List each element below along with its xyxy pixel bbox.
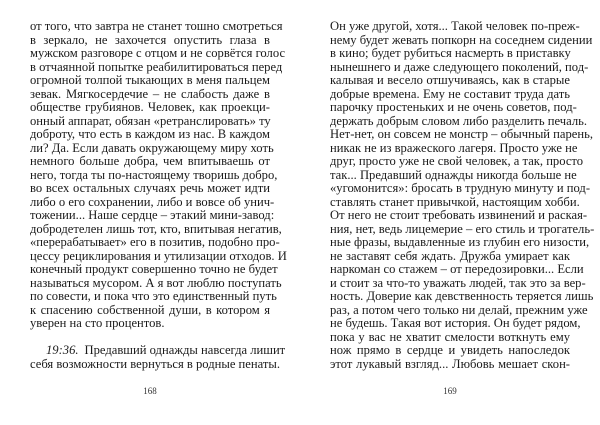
text-line: огромной толпой тыкающих в меня пальцем	[30, 73, 270, 87]
text-line: добрые времена. Ему не составит труда дать	[330, 86, 570, 101]
entry-text: Предавший однажды навсегда лишит	[84, 343, 286, 357]
text-line: мужском разговоре с отцом и не сорвётся голос	[30, 46, 286, 60]
text-line: держать добрым словом либо разделить печаль.	[330, 113, 588, 128]
text-line: либо о его сохранении, либо и вовсе об унич-	[30, 194, 275, 209]
text-line: никак не из вражеского лагеря. Просто уже не	[330, 140, 578, 155]
text-line: уверен на сто процентов.	[30, 316, 165, 330]
text-line: ность. Доверие как девственность теряется лишь	[330, 289, 594, 303]
text-line: зевак. Мягкосердечие – не слабость даже в	[30, 86, 270, 101]
text-line: пока у вас не хватит смелости воткнуть ему	[330, 329, 570, 344]
entry-first-line	[30, 343, 286, 358]
text-line: Он уже другой, хотя... Такой человек по-преж-	[330, 19, 580, 33]
text-line: наркоман со стажем – от передозировки... Если	[330, 262, 584, 276]
text-line: ставлять станет привычкой, настоящим хобби.	[330, 194, 580, 209]
text-line: в кино; будет рубиться насмерть в приставку	[330, 46, 571, 60]
text-line: конечный продукт совершенно точно не будет	[30, 262, 278, 276]
text-line: раз, а потом чего только ни делай, прежним уже	[330, 302, 588, 317]
text-line: «перерабатывает» его в позитив, подобно про-	[30, 235, 280, 249]
text-line: «угомонится»: бросать в трудную минуту и под-	[330, 181, 591, 195]
text-line: онный аппарат, обязан «ретранслировать» ту	[30, 113, 271, 128]
text-line: парочку простеньких и не очень советов, под-	[330, 100, 577, 114]
right-page	[330, 19, 595, 371]
text-line: ли? Да. Если давать окружающему миру хоть	[30, 140, 274, 155]
text-line: него, тогда ты по-настоящему творишь добро,	[30, 167, 278, 182]
text-line: по совести, и пока что это единственный путь	[30, 289, 277, 303]
entry-timestamp: 19:36.	[46, 343, 79, 357]
text-line: нынешнего и даже следующего поколений, под-	[330, 59, 589, 74]
text-line: обществе грубиянов. Человек, как проекци-	[30, 100, 270, 114]
text-line: во всех остальных случаях речь может идти	[30, 181, 270, 195]
text-line: и стоит за что-то уважать людей, так это за вер-	[330, 275, 586, 290]
text-line: ные фразы, выдавленные из глубин его низости,	[330, 235, 590, 249]
page-number-left: 168	[143, 386, 157, 396]
text-line: не заставят себя ждать. Дружба умирает как	[330, 248, 570, 263]
text-line: так... Предавший однажды никогда больше не	[330, 167, 577, 182]
text-line: ния, нет, ведь лицемерие – его стиль и трогатель-	[330, 221, 595, 236]
text-line: в зеркало, не захочется опустить глаза в	[30, 32, 270, 47]
text-line: цессу рециклирования и утилизации отходов. И	[30, 248, 287, 263]
text-line: доброту, что есть в каждом из нас. В каждом	[30, 127, 270, 141]
text-line: к спасению собственной души, в котором я	[30, 302, 270, 317]
text-line: друг, просто уже не свой человек, а так, просто	[330, 154, 584, 168]
text-line: в отчаянной попытке реабилитироваться перед	[30, 59, 283, 74]
text-line: нож прямо в сердце и увидеть напоследок	[330, 343, 570, 357]
left-page	[30, 19, 287, 371]
text-line: тожении... Наше сердце – этакий мини-завод:	[30, 208, 275, 222]
text-line: называться мусором. А я вот люблю поступать	[30, 275, 282, 290]
paragraph-gap	[30, 331, 270, 345]
text-line: не будешь. Такая вот история. Он будет рядом,	[330, 316, 581, 330]
text-line: от того, что завтра не станет тошно смотреться	[30, 19, 283, 33]
entry-second-line: себя возможности вернуться в родные пенаты.	[30, 356, 280, 371]
text-line: Нет-нет, он совсем не монстр – обычный парень,	[330, 127, 594, 141]
text-line: От него не стоит требовать извинений и раская-	[330, 208, 588, 222]
text-line: добродетелен лишь тот, кто, впитывая негатив,	[30, 221, 282, 236]
page-number-right: 169	[443, 386, 457, 396]
text-line: немного больше добра, чем впитываешь от	[30, 154, 270, 168]
text-line: этот лукавый взгляд... Любовь мешает скон-	[330, 356, 570, 371]
text-line: калывая и весело отшучиваясь, как в старые	[330, 73, 570, 87]
text-line: нему будет жевать попкорн на соседнем сидении	[330, 32, 593, 47]
